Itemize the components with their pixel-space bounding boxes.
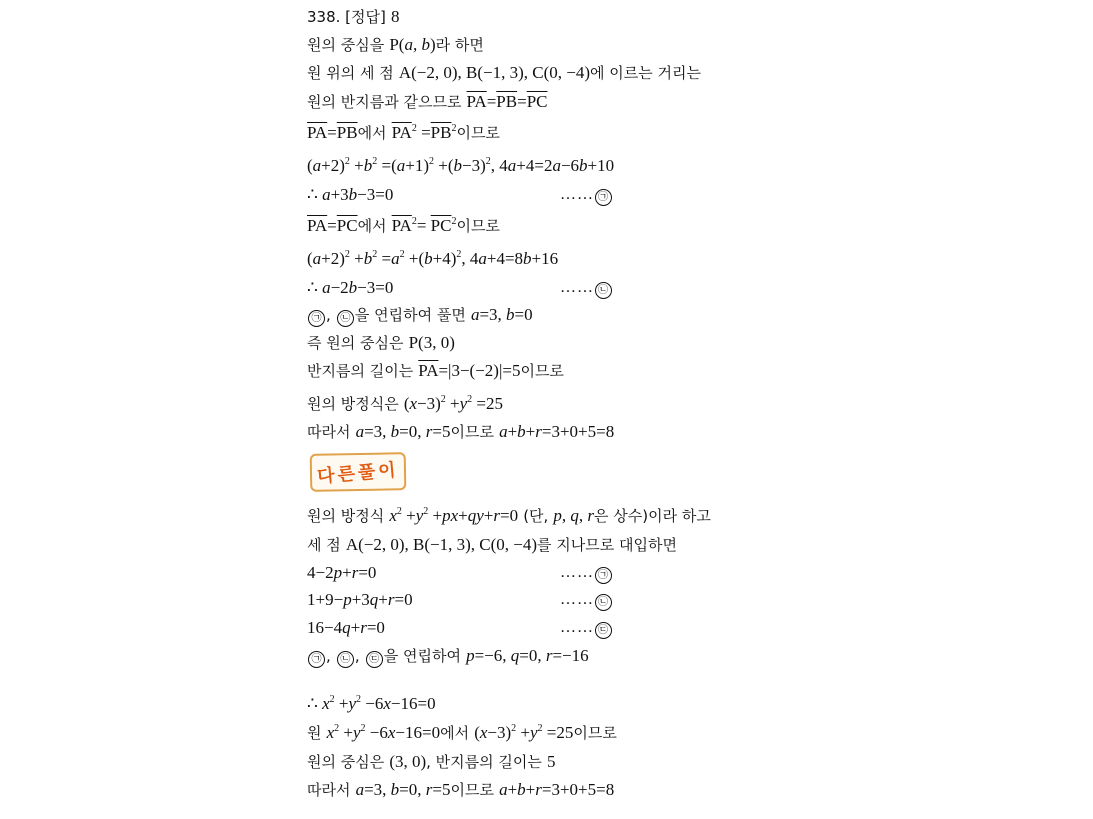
solution-line-radius-length: 반지름의 길이는 $\overline{PA}=|3-(-2)|=5$이므로 — [307, 361, 564, 380]
problem-answer: 8 — [390, 7, 400, 26]
solution-line-eq2: $(a+2)^2 +b^2 =a^2 +(b+4)^2$, 4a+4=8b+16 — [307, 249, 559, 268]
solution-line-final: 따라서 a=3, b=0, r=5이므로 a+b+r=3+0+5=8 — [307, 422, 615, 441]
alt-line-solve: ㉠ , ㉡ , ㉢ 을 연립하여 p=−6, q=0, r=−16 — [307, 646, 589, 668]
problem-number: 338. [정답] — [307, 8, 386, 26]
problem-header — [307, 7, 399, 29]
alt-line-convert: 원 $x^2 +y^2 -6x-16=0$에서 $(x-3)^2 +y^2 =25$이므로 — [307, 723, 617, 742]
solution-line-pa-pc: $\overline{PA}=\overline{PC}$에서 $\overline{PA}^2= \overline{PC}^2$이므로 — [307, 216, 500, 235]
solution-line-solve: ㉠ , ㉡ 을 연립하여 풀면 a=3, b=0 — [307, 305, 533, 327]
alt-line-center: 원의 중심은 (3, 0), 반지름의 길이는 5 — [307, 752, 556, 771]
mark-nieun: ㉡ — [595, 282, 612, 299]
solution-line-equation: 원의 방정식은 $(x-3)^2 +y^2 =25$ — [307, 394, 504, 413]
mark-digeut: ㉢ — [595, 622, 612, 639]
solution-document — [307, 0, 867, 819]
solution-line-result2: ∴ a−2b−3=0 …… ㉡ — [307, 278, 393, 300]
alt-line-general-equation: 원의 방정식 $x^2 +y^2 +px+qy+r=0$ (단, p, q, r은 상수)이라 하고 — [307, 506, 711, 525]
alt-line-final: 따라서 a=3, b=0, r=5이므로 a+b+r=3+0+5=8 — [307, 780, 615, 799]
solution-line-pa-pb: $\overline{PA}=\overline{PB}$에서 $\overline{PA}^2 =\overline{PB}^2$이므로 — [307, 123, 500, 142]
mark-giyeok: ㉠ — [595, 189, 612, 206]
solution-line-result1: ∴ a+3b−3=0 …… ㉠ — [307, 185, 393, 207]
alt-line-eq1: 4−2p+r=0 …… ㉠ — [307, 563, 376, 585]
solution-line-radius: 원의 반지름과 같으므로 $\overline{PA}=\overline{PB}=\overline{PC}$ — [307, 92, 548, 111]
alternative-solution-badge: 다른풀이 — [310, 452, 407, 492]
solution-line-center-result: 즉 원의 중심은 P(3, 0) — [307, 333, 455, 352]
alt-line-result: ∴ $x^2 +y^2 -6x-16=0$ — [307, 694, 436, 713]
solution-line-eq1: $(a+2)^2 +b^2 =(a+1)^2 +(b-3)^2$, 4a+4=2a−6b+10 — [307, 156, 615, 175]
solution-line-center: 원의 중심을 P(a, b)라 하면 — [307, 35, 484, 54]
alt-line-eq3: 16−4q+r=0 …… ㉢ — [307, 618, 385, 640]
alt-line-points: 세 점 A(−2, 0), B(−1, 3), C(0, −4)를 지나므로 대입하면 — [307, 535, 677, 554]
alt-line-eq2: 1+9−p+3q+r=0 …… ㉡ — [307, 590, 413, 612]
solution-line-points: 원 위의 세 점 A(−2, 0), B(−1, 3), C(0, −4)에 이르는 거리는 — [307, 63, 702, 82]
